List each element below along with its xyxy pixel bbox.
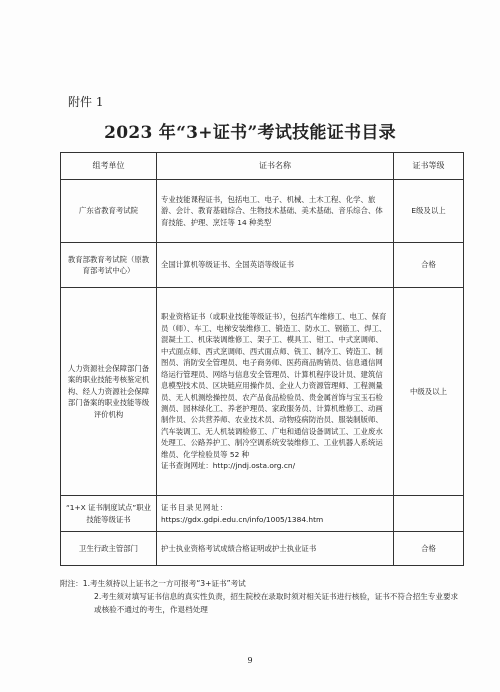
table-row xyxy=(61,243,464,288)
cell-organizer: “1+X 证书制度试点”职业技能等级证书 xyxy=(61,496,157,532)
cell-organizer: 教育部教育考试院（原教育部考试中心） xyxy=(61,243,157,288)
cell-level: 合格 xyxy=(394,532,464,566)
cell-certificate: 专业技能课程证书，包括电工、电子、机械、土木工程、化学、旅游、会计、教育基础综合、生物技术基础、美术基础、音乐综合、体育技能、护理、烹饪等 14 种类型 xyxy=(157,180,394,243)
certificate-text: 职业资格证书（或职业技能等级证书），包括汽车维修工、电工、保育员（师）、车工、电梯安装维修工、锻造工、防水工、钢筋工、焊工、混凝土工、机床装调维修工、架子工、模具工、钳工、中式烹调师、中式面点师、西式烹调师、西式面点师、铣工、制冷工、铸造工、制图员、消防安全管理员、电子商务师、医药商品购销员、信息通信网络运行管理员、网络与信息安全管理员、计算机程序设计员、建筑信息模型技术员、区块链应用操作员、企业人力资源管理师、工程测量员、无人机测绘操控员、农产品食品检验员、贵金属首饰与宝玉石检测员、园林绿化工、养老护理员、家政服务员、计算机维修工、动画制作员、公共营养师、农业技术员、动物疫病防治员、服装制版师、汽车装调工、无人机装调检修工、广电和通信设备调试工、工业废水处理工、公路养护工、制冷空调系统安装维修工、工业机器人系统运维员、化学检验员等 52 种 xyxy=(161,312,387,459)
cell-organizer: 人力资源社会保障部门备案的职业技能考核鉴定机构、经人力资源社会保障部门备案的职业技能等级评价机构 xyxy=(61,288,157,496)
query-url-link[interactable]: http://jndj.osta.org.cn/ xyxy=(212,461,296,471)
table-row xyxy=(61,288,464,496)
cell-organizer: 广东省教育考试院 xyxy=(61,180,157,243)
page-title: 2023 年“3+证书”考试技能证书目录 xyxy=(104,123,396,143)
table-row xyxy=(61,180,464,243)
cell-certificate: 护士执业资格考试成绩合格证明或护士执业证书 xyxy=(157,532,394,566)
page-number: 9 xyxy=(247,656,253,665)
cell-certificate xyxy=(157,288,394,496)
cell-level: 合格 xyxy=(394,243,464,288)
header-organizer: 组考单位 xyxy=(61,153,157,180)
note-text: 1.考生须持以上证书之一方可报考“3+证书”考试 xyxy=(82,579,246,588)
table-row xyxy=(61,532,464,566)
cell-certificate: 全国计算机等级证书、全国英语等级证书 xyxy=(157,243,394,288)
table-row xyxy=(61,496,464,532)
cell-level: E级及以上 xyxy=(394,180,464,243)
catalog-text: 证书目录见网址： xyxy=(161,503,229,513)
certificate-query-line xyxy=(161,460,389,471)
header-certificate-level: 证书等级 xyxy=(394,153,464,180)
header-certificate-name: 证书名称 xyxy=(157,153,394,180)
note-item: 2.考生须对填写证书信息的真实性负责，招生院校在录取时须对相关证书进行核验，证书不符合招生专业要求或核验不通过的考生，作退档处理 xyxy=(94,591,459,614)
cell-organizer: 卫生行政主管部门 xyxy=(61,532,157,566)
cell-level xyxy=(394,496,464,532)
notes-label: 附注： xyxy=(60,579,83,588)
notes-section xyxy=(60,578,465,617)
catalog-url-link[interactable]: https://gdx.gdpi.edu.cn/info/1005/1384.htm xyxy=(161,514,324,524)
cell-certificate xyxy=(157,496,394,532)
table-header-row xyxy=(61,153,464,180)
certificate-catalog-table xyxy=(60,152,464,566)
query-label: 证书查询网址： xyxy=(161,461,213,471)
cell-level: 中级及以上 xyxy=(394,288,464,496)
note-item xyxy=(60,578,465,591)
attachment-label: 附件 1 xyxy=(68,95,104,109)
